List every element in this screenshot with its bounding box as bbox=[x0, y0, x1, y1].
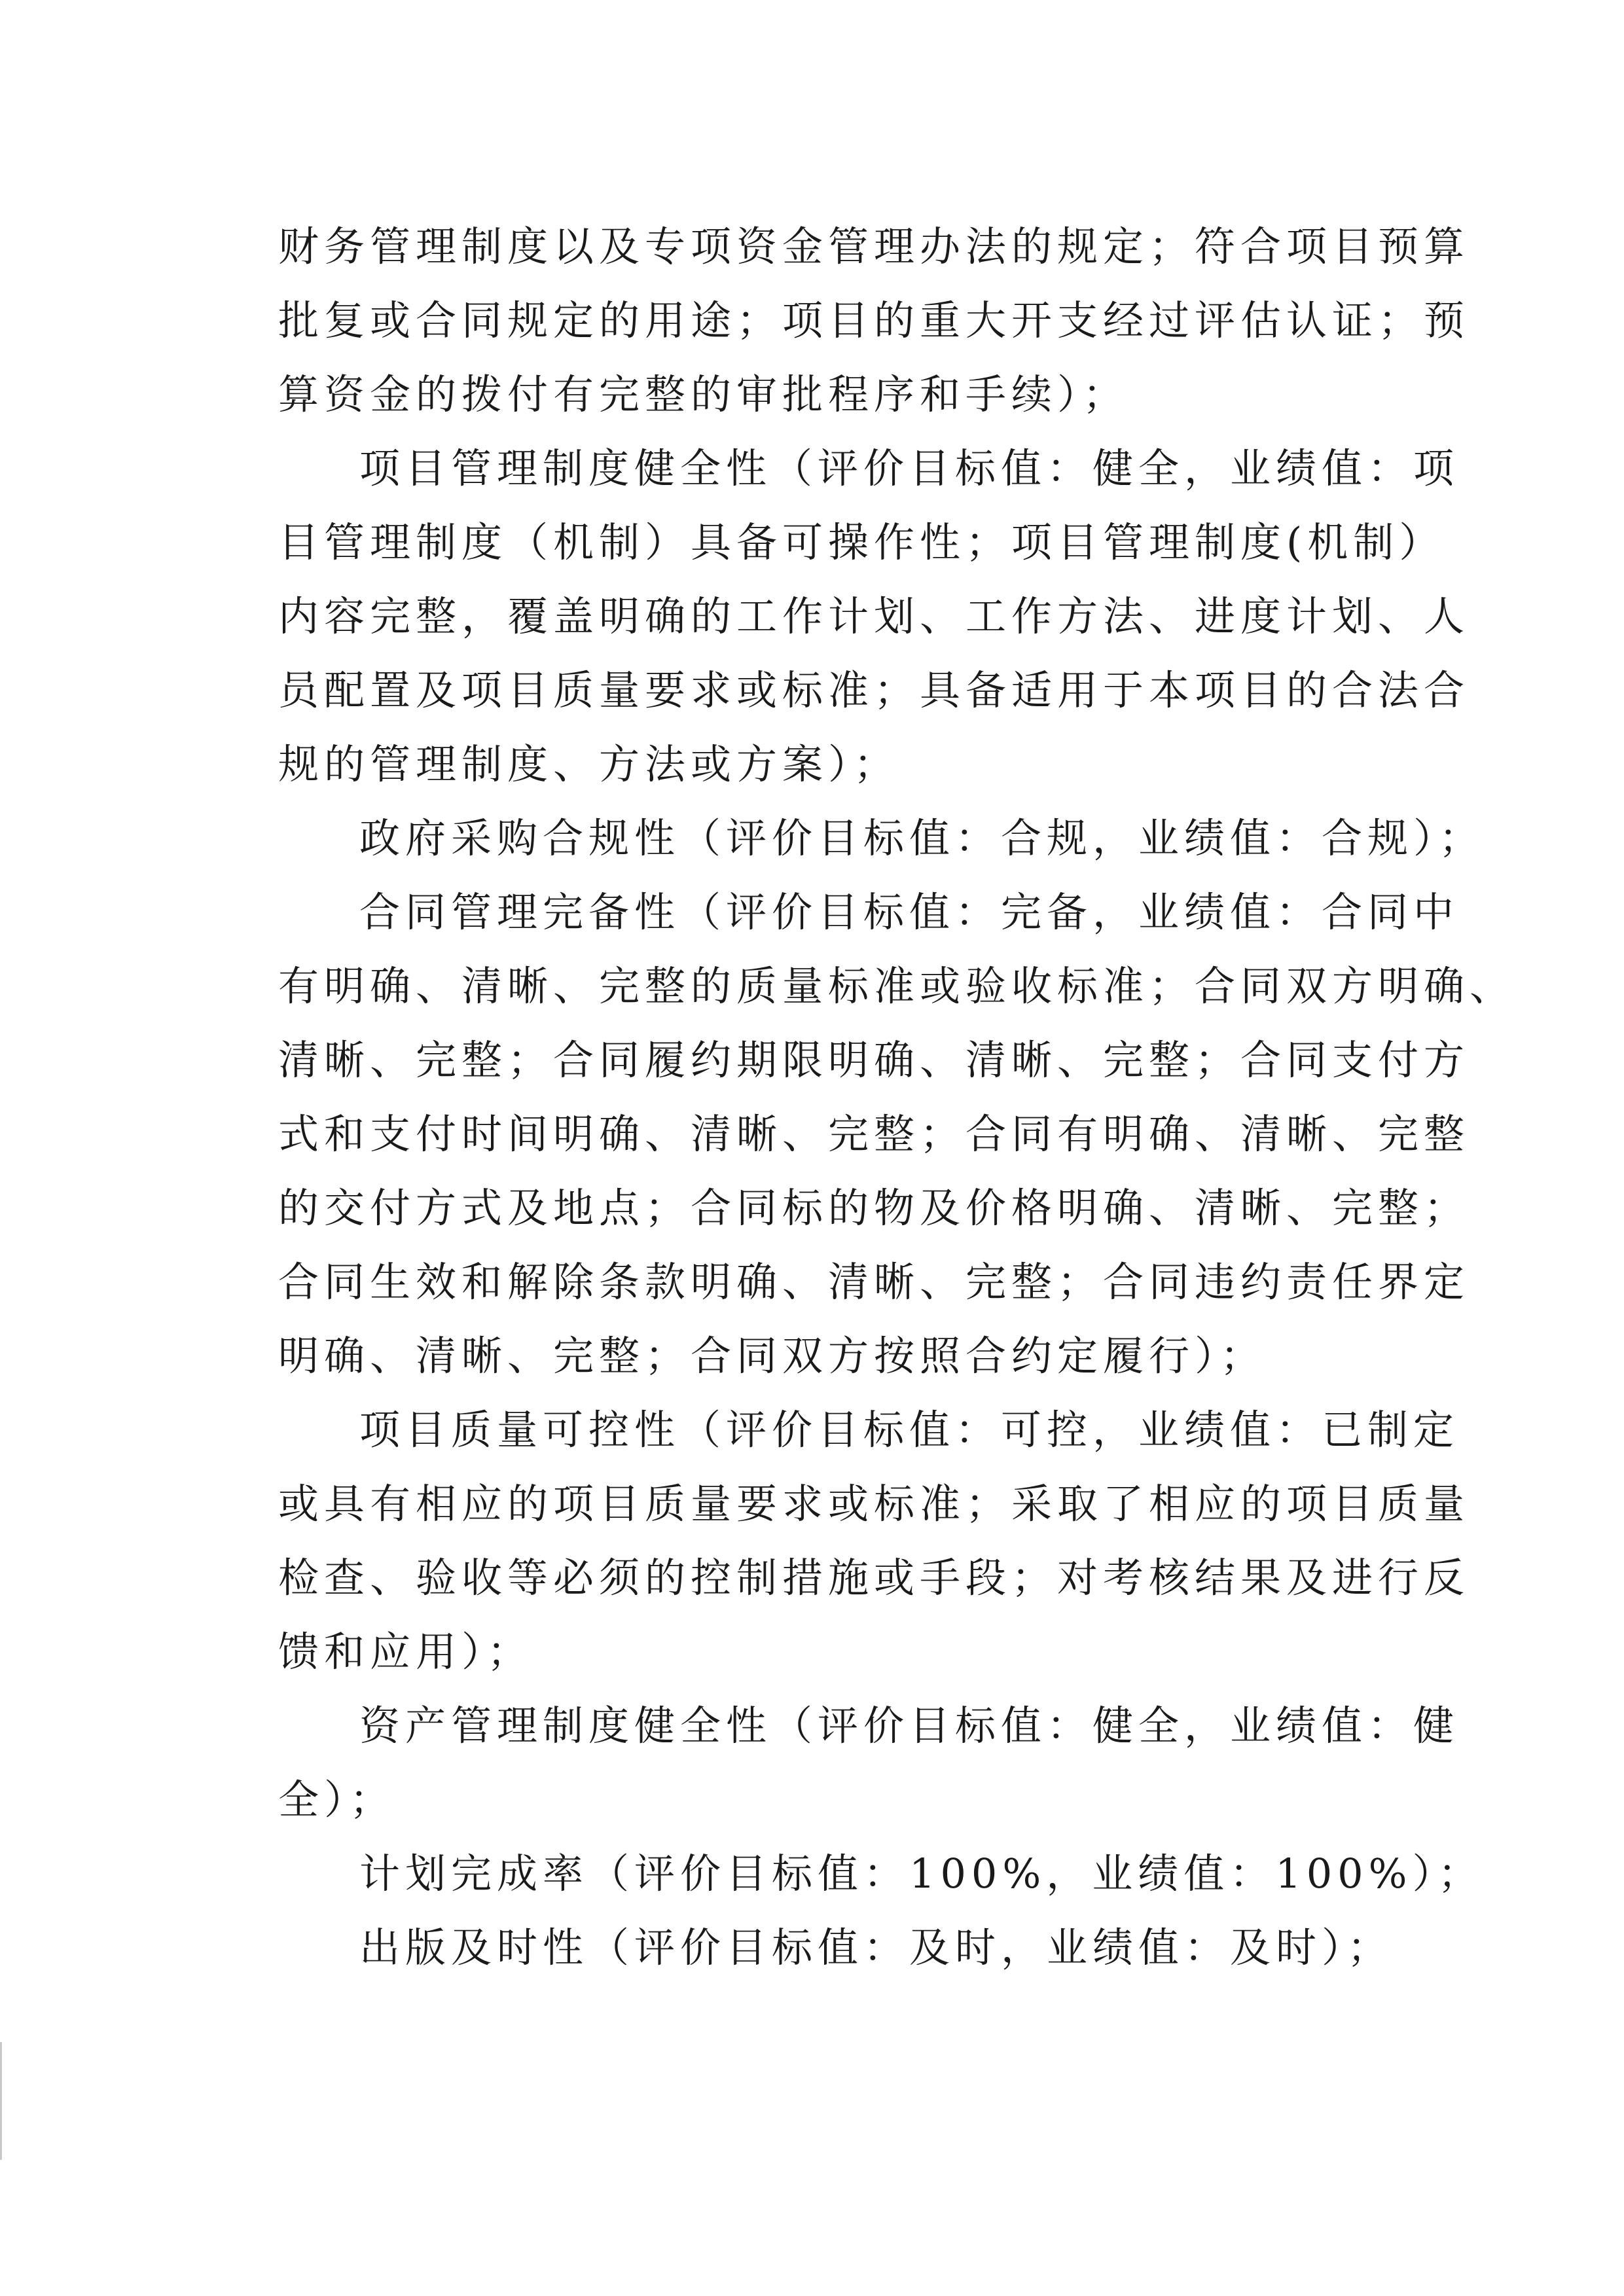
paragraph-quality-control bbox=[278, 1393, 1470, 1689]
text-line: 检查、验收等必须的控制措施或手段；对考核结果及进行反 bbox=[278, 1554, 1470, 1602]
paragraph-project-management-system bbox=[278, 431, 1470, 801]
text-line: 员配置及项目质量要求或标准；具备适用于本项目的合法合 bbox=[278, 666, 1470, 714]
text-line: 明确、清晰、完整；合同双方按照合约定履行）； bbox=[278, 1332, 1267, 1380]
paragraph-government-procurement bbox=[278, 801, 1485, 875]
scan-edge-mark bbox=[0, 2042, 2, 2160]
paragraph-plan-completion-rate bbox=[278, 1837, 1484, 1910]
paragraph-contract-management bbox=[278, 875, 1516, 1393]
paragraph-asset-management bbox=[278, 1689, 1460, 1837]
body-text bbox=[278, 209, 1516, 1984]
text-line: 政府采购合规性（评价目标值：合规，业绩值：合规）； bbox=[359, 814, 1485, 862]
text-line: 合同管理完备性（评价目标值：完备，业绩值：合同中 bbox=[359, 888, 1460, 936]
text-line: 出版及时性（评价目标值：及时，业绩值：及时）； bbox=[359, 1924, 1394, 1971]
text-line: 项目质量可控性（评价目标值：可控，业绩值：已制定 bbox=[359, 1406, 1460, 1454]
text-line: 批复或合同规定的用途；项目的重大开支经过评估认证；预 bbox=[278, 296, 1470, 344]
paragraph-publication-timeliness bbox=[278, 1910, 1420, 1984]
text-line: 清晰、完整；合同履约期限明确、清晰、完整；合同支付方 bbox=[278, 1036, 1470, 1084]
text-line: 财务管理制度以及专项资金管理办法的规定；符合项目预算 bbox=[278, 223, 1470, 270]
text-line: 全）； bbox=[278, 1776, 396, 1823]
text-line: 项目管理制度健全性（评价目标值：健全，业绩值：项 bbox=[359, 444, 1460, 492]
text-line: 馈和应用）； bbox=[278, 1628, 533, 1676]
text-line: 算资金的拨付有完整的审批程序和手续）； bbox=[278, 370, 1129, 418]
paragraph-budget-compliance bbox=[278, 209, 1470, 431]
text-line: 内容完整，覆盖明确的工作计划、工作方法、进度计划、人 bbox=[278, 592, 1470, 640]
text-line: 有明确、清晰、完整的质量标准或验收标准；合同双方明确、 bbox=[278, 962, 1516, 1010]
text-line: 规的管理制度、方法或方案）； bbox=[278, 740, 900, 788]
text-line: 目管理制度（机制）具备可操作性；项目管理制度(机制） bbox=[278, 518, 1445, 566]
text-line: 式和支付时间明确、清晰、完整；合同有明确、清晰、完整 bbox=[278, 1110, 1470, 1158]
text-line: 计划完成率（评价目标值：100%，业绩值：100%）； bbox=[359, 1850, 1484, 1897]
text-line: 合同生效和解除条款明确、清晰、完整；合同违约责任界定 bbox=[278, 1258, 1470, 1306]
text-line: 资产管理制度健全性（评价目标值：健全，业绩值：健 bbox=[359, 1702, 1460, 1749]
text-line: 的交付方式及地点；合同标的物及价格明确、清晰、完整； bbox=[278, 1184, 1470, 1232]
text-line: 或具有相应的项目质量要求或标准；采取了相应的项目质量 bbox=[278, 1480, 1470, 1528]
